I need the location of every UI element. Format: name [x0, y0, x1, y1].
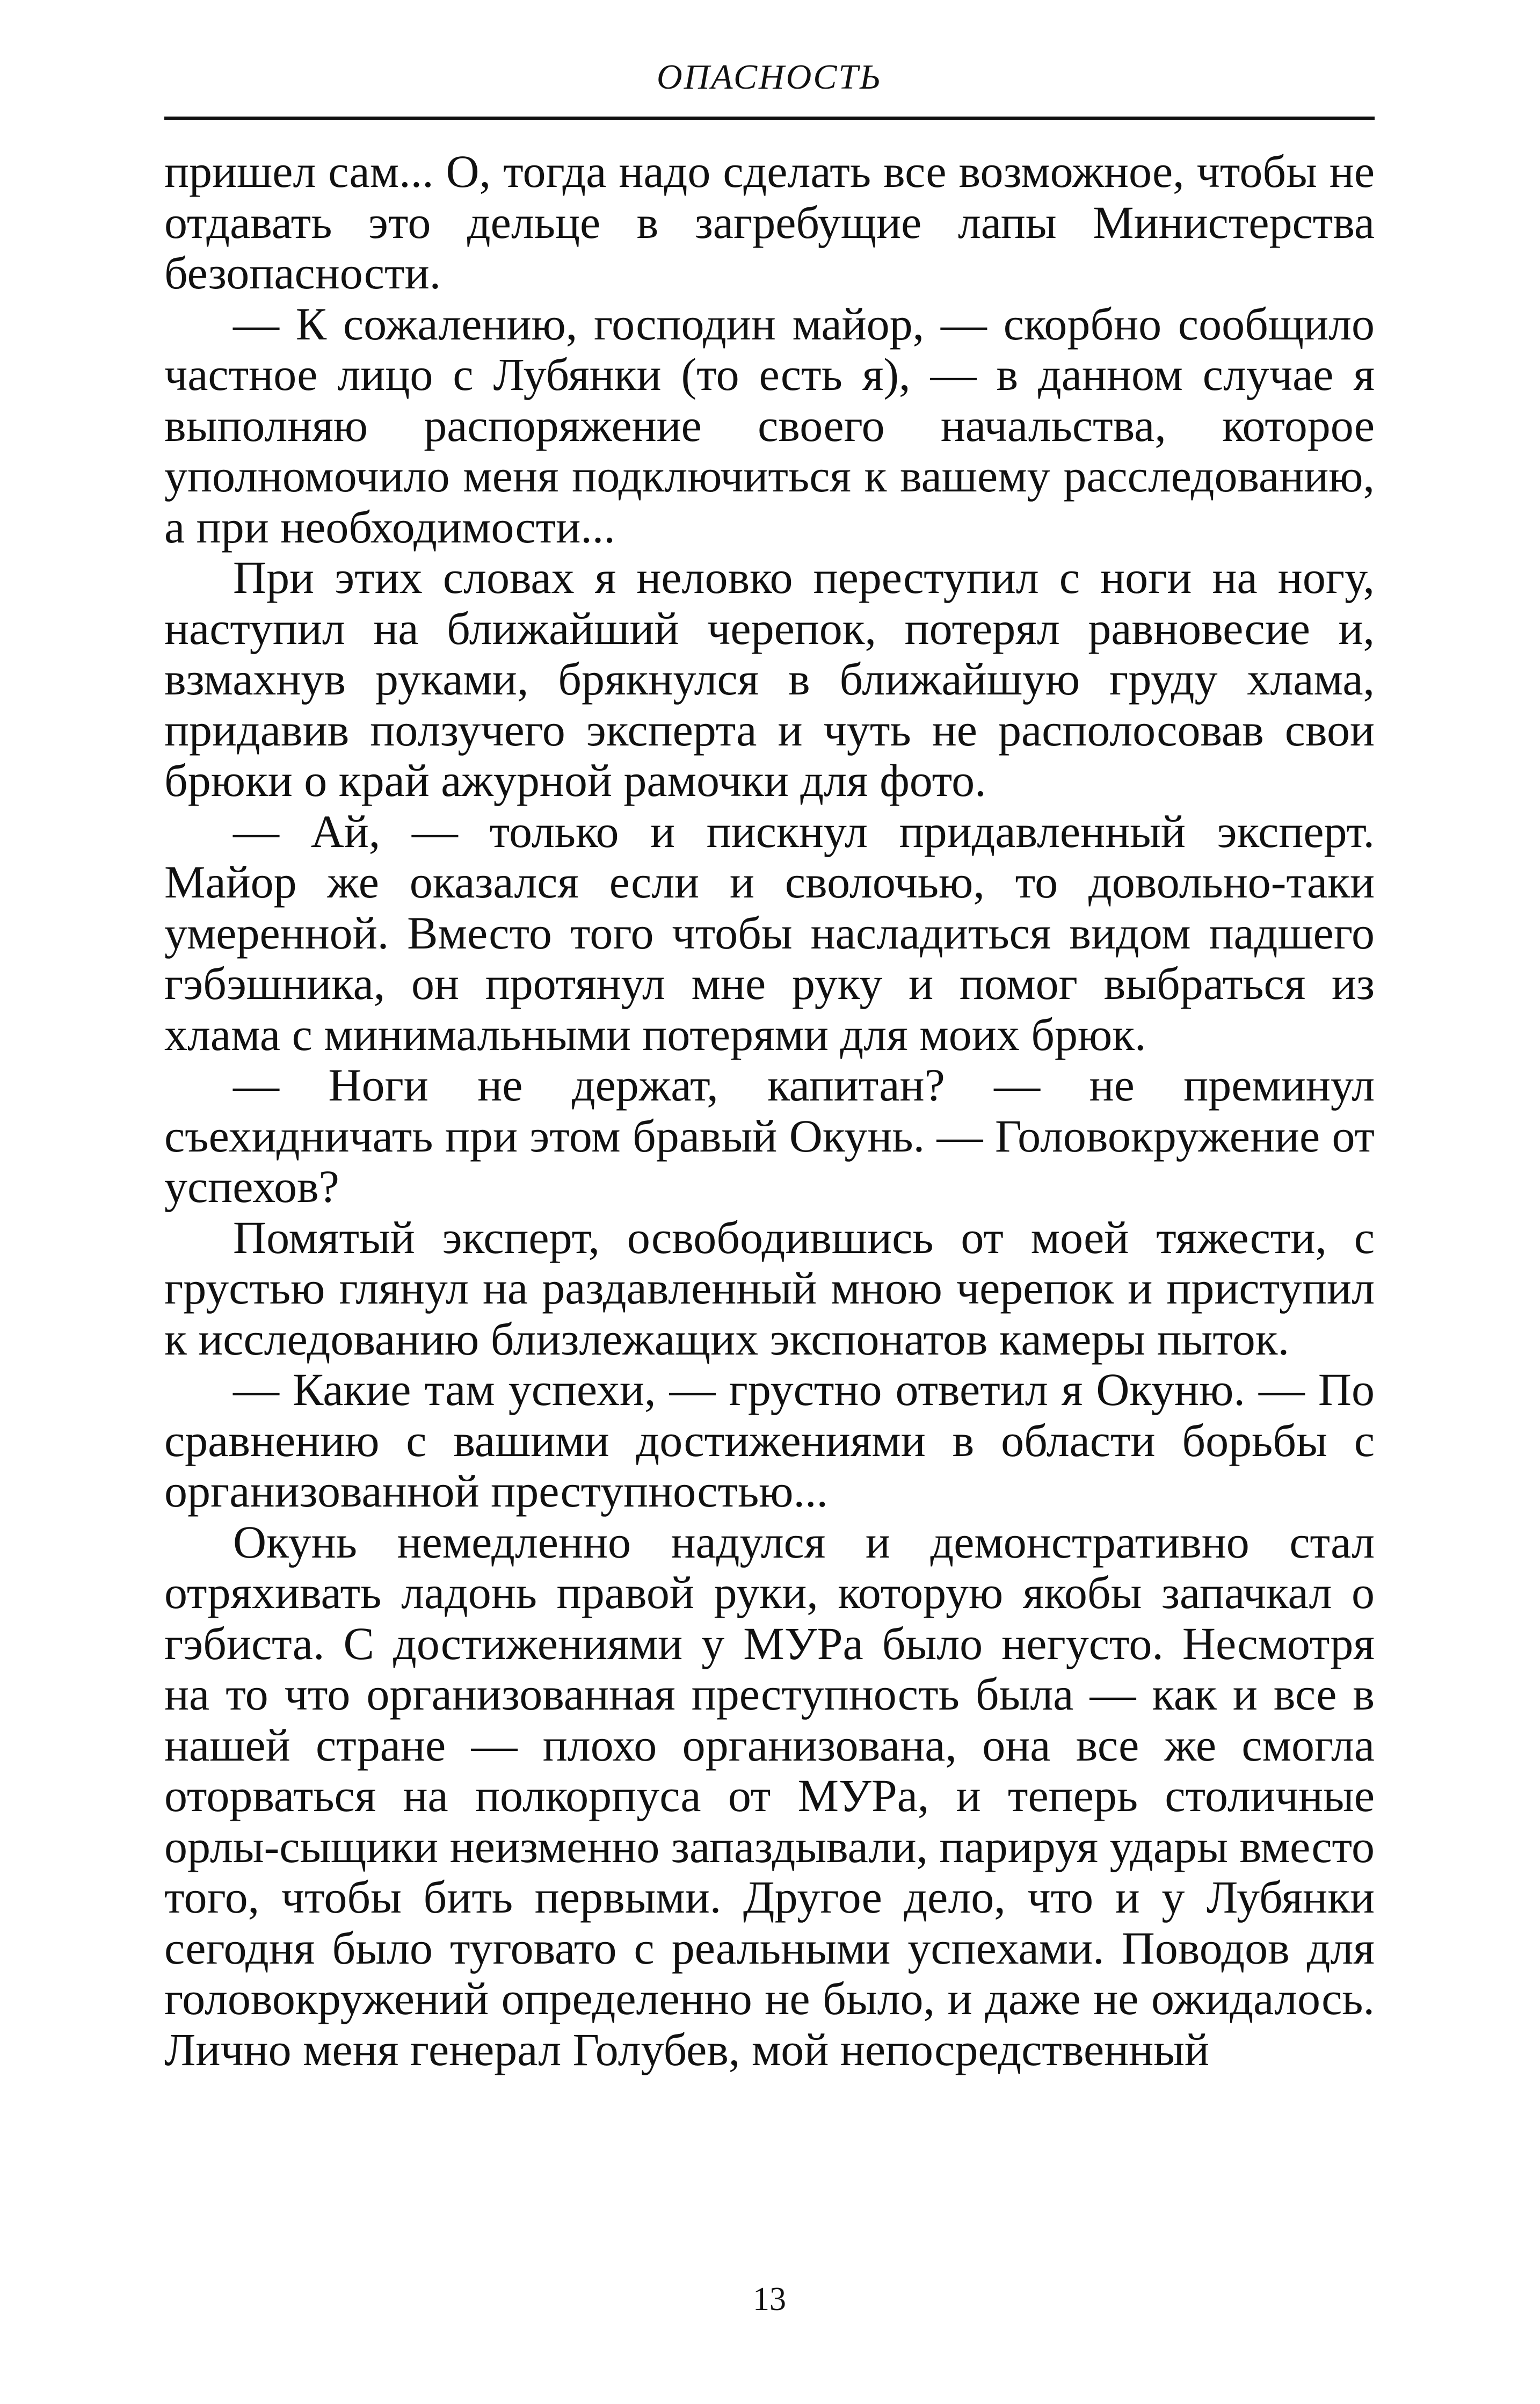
paragraph-1: пришел сам... О, тогда надо сделать все возможное, чтобы не отдавать это дельце в загребущие лапы Министерства безопасности.: [164, 146, 1375, 299]
paragraph-2: — К сожалению, господин майор, — скорбно сообщило частное лицо с Лубянки (то есть я), — в данном случае я выполняю распоряжение своего начальства, которое уполномочило меня подключиться к вашему расследованию, а при необходимости...: [164, 298, 1375, 553]
paragraph-7: — Какие там успехи, — грустно ответил я Окуню. — По сравнению с вашими достижениями в области борьбы с организованной преступностью...: [164, 1364, 1375, 1517]
paragraph-6: Помятый эксперт, освободившись от моей тяжести, с грустью глянул на раздавленный мною черепок и приступил к исследованию близлежащих экспонатов камеры пыток.: [164, 1211, 1375, 1365]
paragraph-5: — Ноги не держат, капитан? — не преминул съехидничать при этом бравый Окунь. — Головокружение от успехов?: [164, 1059, 1375, 1212]
header-rule: [164, 117, 1375, 120]
paragraph-4: — Ай, — только и пискнул придавленный эксперт. Майор же оказался если и сволочью, то довольно-таки умеренной. Вместо того чтобы насладиться видом падшего гэбэшника, он протянул мне руку и помог выбраться из хлама с минимальными потерями для моих брюк.: [164, 805, 1375, 1060]
paragraph-8: Окунь немедленно надулся и демонстративно стал отряхивать ладонь правой руки, которую якобы запачкал о гэбиста. С достижениями у МУРа было негусто. Несмотря на то что организованная преступность была — как и все в нашей стране — плохо организована, она все же смогла оторваться на полкорпуса от МУРа, и теперь столичные орлы-сыщики неизменно запаздывали, парируя удары вместо того, чтобы бить первыми. Другое дело, что и у Лубянки сегодня было туговато с реальными успехами. Поводов для головокружений определенно не было, и даже не ожидалось. Лично меня генерал Голубев, мой непосредственный: [164, 1516, 1375, 2075]
running-title: ОПАСНОСТЬ: [656, 57, 882, 97]
page-number: 13: [753, 2281, 786, 2318]
paragraph-3: При этих словах я неловко переступил с ноги на ногу, наступил на ближайший черепок, потерял равновесие и, взмахнув руками, брякнулся в ближайшую груду хлама, придавив ползучего эксперта и чуть не располосовав свои брюки о край ажурной рамочки для фото.: [164, 552, 1375, 806]
body-text: [164, 146, 1375, 2075]
